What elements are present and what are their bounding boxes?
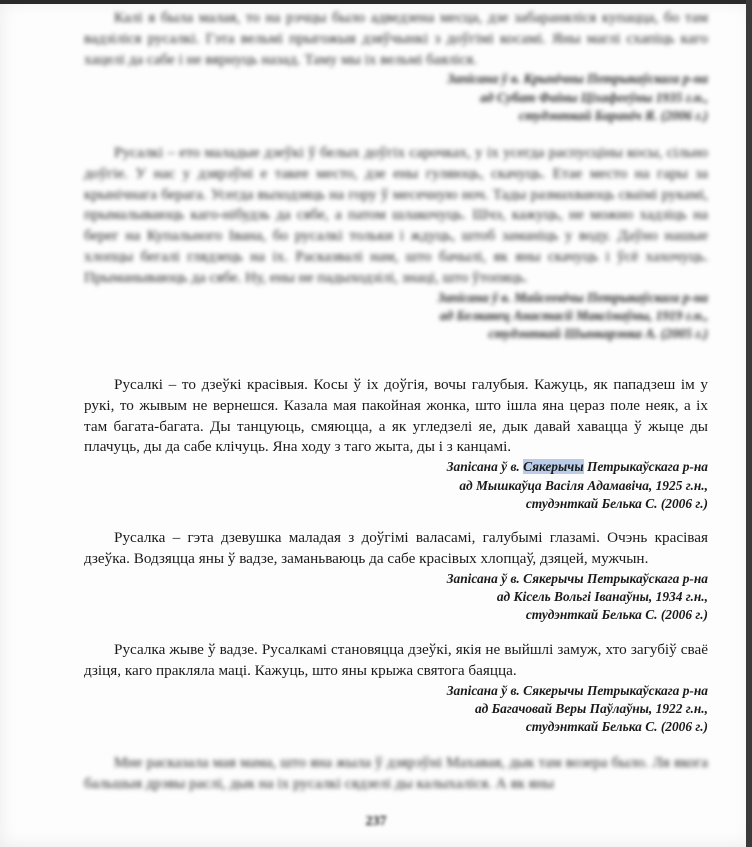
story-text[interactable]: Русалка – гэта дзевушка маладая з доўгімі валасамі, галубымі глазамі. Очэнь красівая дзеўка. Водзяцца яны ў вадзе, заманьваюць да сабе красівых хлопцаў, дзяцей, мужчын. xyxy=(84,529,708,567)
story-entry-5 xyxy=(84,640,708,737)
attribution-rest: Петрыкаўскага р-на ад Мышкаўца Васіля Адамавіча, 1925 г.н., студэнткай Белька С. (2006 г.) xyxy=(459,459,708,511)
story-attribution: Запісана ў в. Майсеевічы Петрыкаўскага р-на ад Белкавец Анастасіі Максімаўны, 1919 г.н., студэнткай Шынкарэнка А. (2005 г.) xyxy=(437,289,708,342)
story-entry-2 xyxy=(84,143,708,344)
story-text: Русалкі – ето маладые дзеўкі ў белых доўгіх сарочках, у іх усегда распусціны косы, сільно доўгіе. У нас у дзярэўні е такее место, дзе ены гуляюць, скачуць. Етае место на гары за крынічнага берага. Усегда выходзяць на гору ў месечную ноч. Тады размахваюць сваімі рукамі, прымалываюць каго-нібудзь да сябе, а патом шлакочуць. Шчэ, кажуць, не можно хадзіць на берег на Купального Івана, бо русалкі тольки і ждуць, штоб заманіць у воду. Даўно нашые хлопцы бегалі глядзець на іх. Расказвалі нам, што бачылі, як яны скачуць і ўсё хахочуць. Прыманываюць да сябе. Ну, ены не падыходзілі, знаці, што ўтопяць. xyxy=(84,144,708,286)
story-text[interactable]: Русалка жыве ў вадзе. Русалкамі становяцца дзеўкі, якія не выйшлі замуж, хто загубіў сваё дзіця, каго пракляла маці. Кажуць, што яны крыжа святога баяцца. xyxy=(84,641,708,679)
story-text[interactable]: Русалкі – то дзеўкі красівыя. Косы ў іх доўгія, вочы галубыя. Кажуць, як пападзеш ім у рукі, то жывым не вернешся. Казала мая пакойная жонка, што ішла яна цераз поле неяк, а іх там багата-багата. Ды танцуюць, смяюцца, а як угледзелі яе, дык давай хавацца ў жыце ды плачуць, ды да сабе клічуць. Яна ходу з таго жыта, ды і з канцамі. xyxy=(84,376,708,456)
story-text: Калі я была малая, то на рэчцы было адведзена месца, дзе забараняліся купацца, бо там вадзіліся русалкі. Гэта вельмі прыгожыя дзяўчынкі з доўгімі косамі. Яны маглі схапіць каго хацелі да сабе і не вярнуць назад. Таму мы іх вельмі баяліся. xyxy=(84,9,708,68)
story-entry-6 xyxy=(84,753,708,795)
story-attribution xyxy=(84,458,708,513)
story-entry-4 xyxy=(84,528,708,625)
scrollbar-track[interactable] xyxy=(746,0,752,847)
story-attribution: Запісана ў в. Крынічны Петрыкаўскага р-на ад Субат Фаіны Ціхафееўны 1935 г.н., студэнткай Бараніч Я. (2006 г.) xyxy=(447,71,708,124)
page-number: 237 xyxy=(365,814,387,829)
selected-text-highlight[interactable]: Сякерычы xyxy=(523,459,584,475)
window-top-edge xyxy=(0,0,752,4)
story-entry-3 xyxy=(84,375,708,513)
story-attribution: Запісана ў в. Сякерычы Петрыкаўскага р-на ад Кісель Вольгі Іванаўны, 1934 г.н., студэнткай Белька С. (2006 г.) xyxy=(446,570,708,623)
story-text: Мне расказала мая мама, што яна жыла ў дзярэўні Махавая, дык там возера было. Ля якога бальшыя дрэвы раслі, дык на іх русалкі сядзелі ды калыхаліся. А як яны xyxy=(84,754,708,792)
attribution-prefix: Запісана ў в. xyxy=(446,459,524,475)
story-attribution: Запісана ў в. Сякерычы Петрыкаўскага р-на ад Багачовай Веры Паўлаўны, 1922 г.н., студэнткай Белька С. (2006 г.) xyxy=(446,682,708,735)
story-entry-1 xyxy=(84,8,708,126)
